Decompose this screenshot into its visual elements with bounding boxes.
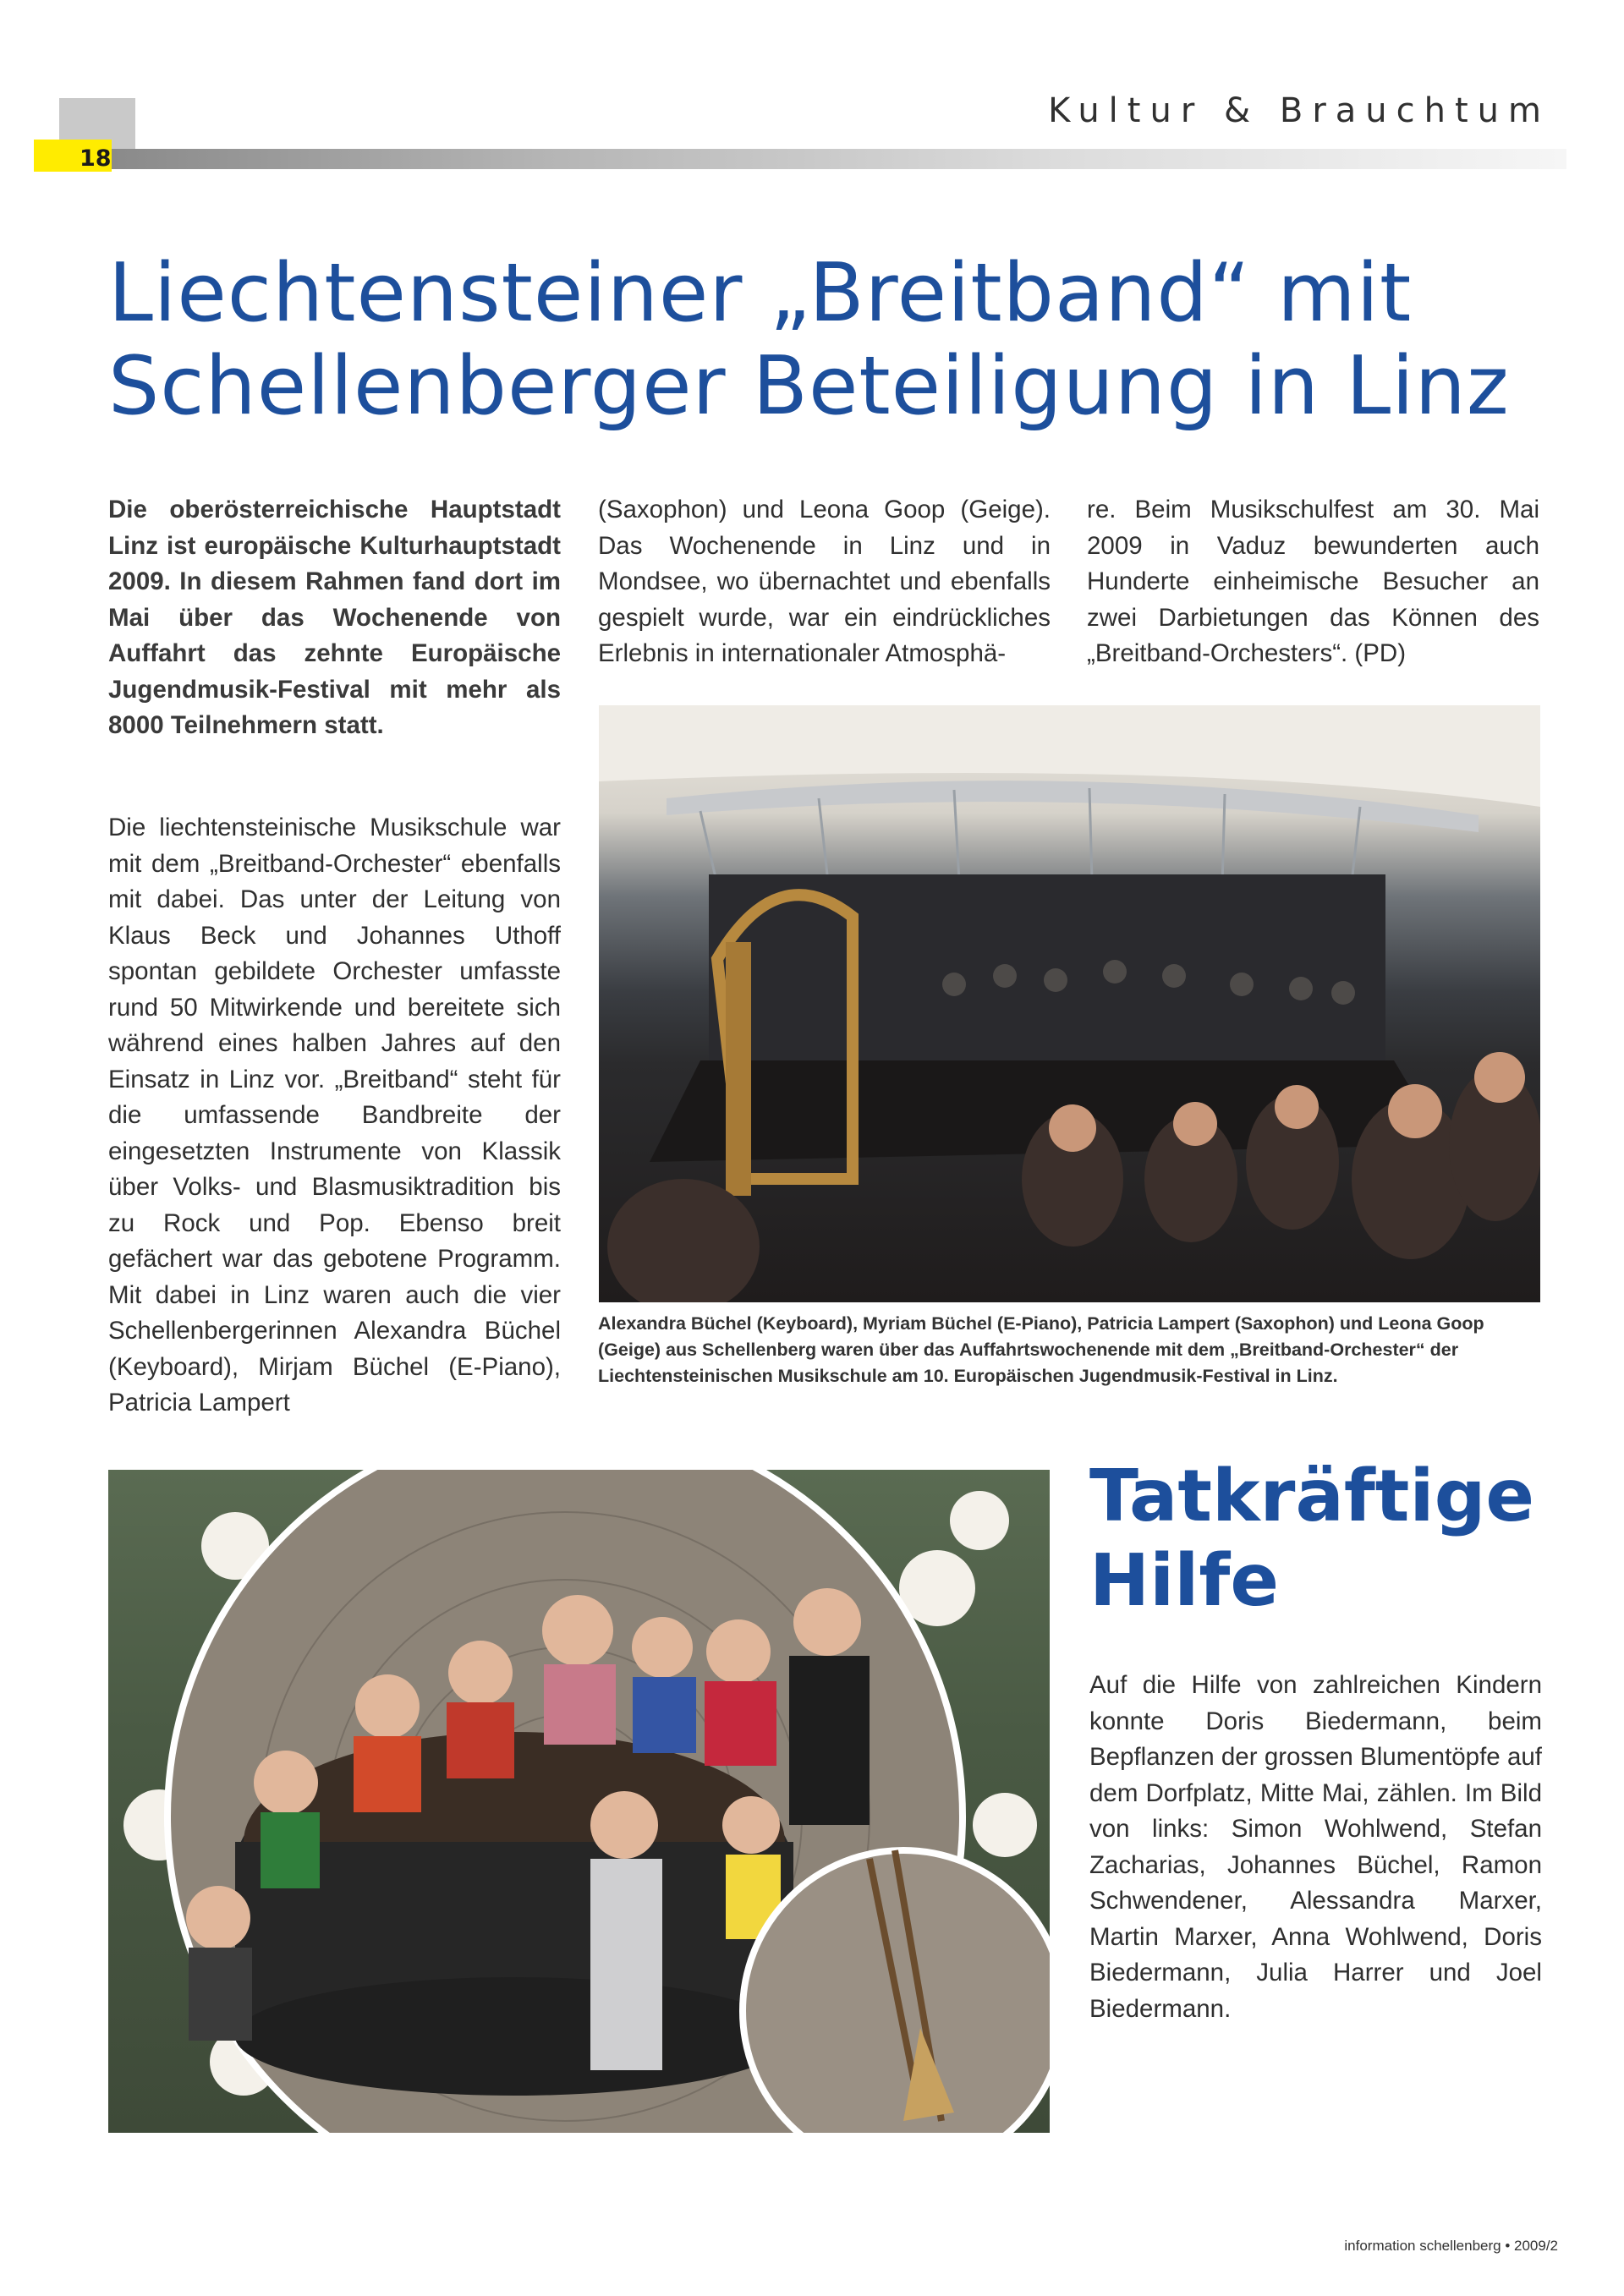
body-paragraph-1: Die liechtensteinische Musikschule war mit dem „Breitband-Orchester“ ebenfalls mit dabei. Das unter der Leitung von Klaus Beck und Johannes Uthoff spontan gebildete Orchester umfasste rund 50 Mitwirkende und bereitete sich während eines halben Jahres auf den Einsatz in Linz vor. „Breitband“ steht für die umfassende Bandbreite der eingesetzten Instrumente von Klassik über Volks- und Blasmusiktradition bis zu Rock und Pop. Ebenso breit gefächert war das gebotene Programm. Mit dabei in Linz waren auch die vier Schellenbergerinnen Alexandra Büchel (Keyboard), Mirjam Büchel (E-Piano), Patricia Lampert: [108, 814, 561, 1417]
article2-column: [1089, 1668, 1542, 2027]
article-column-3: [1087, 492, 1539, 672]
children-planting-photo: [108, 1470, 1050, 2133]
article-title-line1: Liechtensteiner „Breitband“ mit: [108, 247, 1413, 340]
article-lead: [108, 492, 561, 744]
lead-paragraph: Die oberösterreichische Hauptstadt Linz ist europäische Kulturhauptstadt 2009. In diesem Rahmen fand dort im Mai über das Wochenende von Auffahrt das zehnte Europäische Jugendmusik-Festival mit mehr als 8000 Teilnehmern statt.: [108, 496, 561, 739]
orchestra-photo: [599, 705, 1540, 1302]
footer-publication: information schellenberg • 2009/2: [1344, 2238, 1558, 2254]
children-planting-illustration: [108, 1470, 1050, 2133]
article2-title: [1089, 1455, 1534, 1624]
orchestra-photo-illustration: [599, 705, 1540, 1302]
page-number: 18: [80, 145, 112, 172]
article-column-2: [598, 492, 1051, 672]
orchestra-photo-caption: Alexandra Büchel (Keyboard), Myriam Büchel (E-Piano), Patricia Lampert (Saxophon) und Leona Goop (Geige) aus Schellenberg waren über das Auffahrtswochenende mit dem „Breitband-Orchester“ der Liechtensteinischen Musikschule am 10. Europäischen Jugendmusik-Festival in Linz.: [598, 1313, 1484, 1386]
body-paragraph-2: (Saxophon) und Leona Goop (Geige). Das Wochenende in Linz und in Mondsee, wo übernachtet und ebenfalls gespielt wurde, war ein eindrückliches Erlebnis in internationaler Atmosphä-: [598, 496, 1051, 667]
section-title: Kultur & Brauchtum: [1048, 91, 1550, 130]
article-title-line2: Schellenberger Beteiligung in Linz: [108, 340, 1510, 433]
article2-title-line2: Hilfe: [1089, 1539, 1280, 1623]
article2-title-line1: Tatkräftige: [1089, 1455, 1535, 1538]
header-gradient-bar: [112, 149, 1566, 169]
article-column-1: [108, 810, 561, 1422]
article-title: [108, 247, 1563, 433]
body-paragraph-3: re. Beim Musikschulfest am 30. Mai 2009 in Vaduz bewunderten auch Hunderte einheimische Besucher an zwei Darbietungen das Können des „Breitband-Orchesters“. (PD): [1087, 496, 1539, 667]
article2-paragraph: Auf die Hilfe von zahlreichen Kindern konnte Doris Biedermann, beim Bepflanzen der grossen Blumentöpfe auf dem Dorfplatz, Mitte Mai, zählen. Im Bild von links: Simon Wohlwend, Stefan Zacharias, Johannes Büchel, Ramon Schwendener, Alessandra Marxer, Martin Marxer, Anna Wohlwend, Doris Biedermann, Julia Harrer und Joel Biedermann.: [1089, 1671, 1542, 2023]
